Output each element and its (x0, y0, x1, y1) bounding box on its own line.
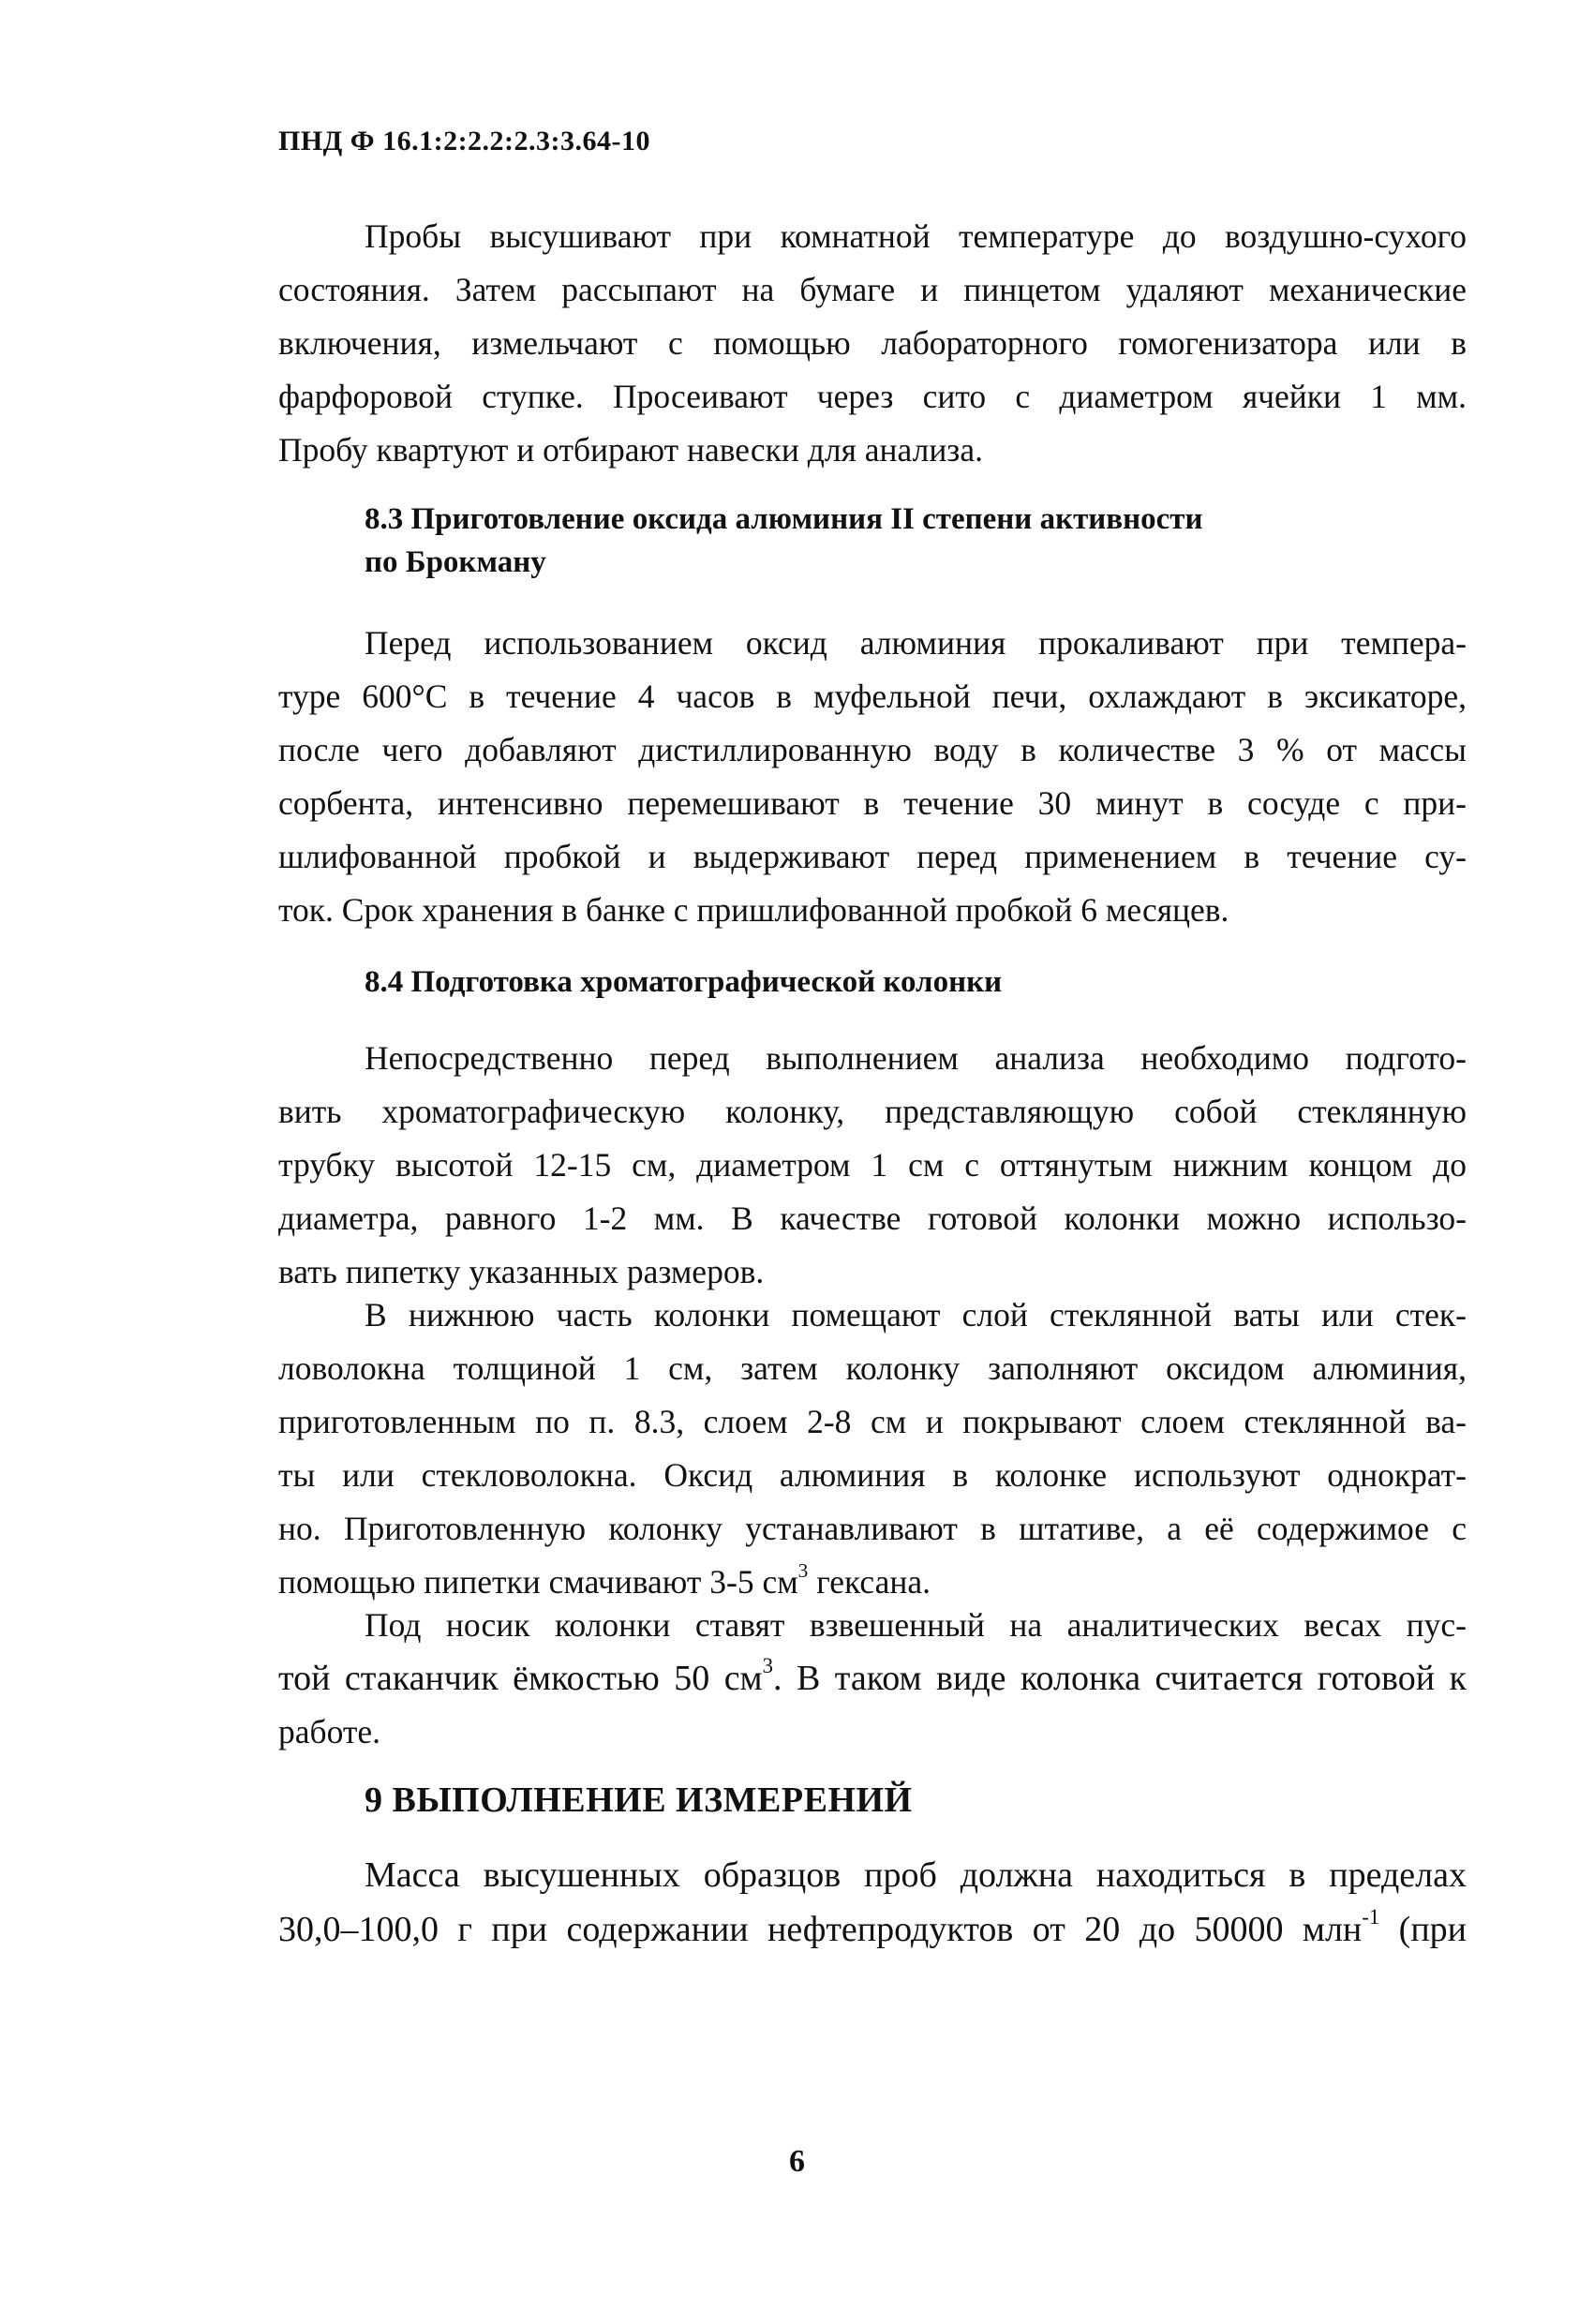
paragraph-line: ловолокна толщиной 1 см, затем колонку заполняют оксидом алюминия, (278, 1349, 1467, 1387)
section-8-4-paragraph-1 (278, 1032, 1467, 1299)
heading-line: по Брокману (365, 545, 546, 579)
paragraph-line: сорбента, интенсивно перемешивают в течение 30 минут в сосуде с при- (278, 784, 1467, 822)
paragraph-line: после чего добавляют дистиллированную воду в количестве 3 % от массы (278, 731, 1467, 768)
paragraph-line: шлифованной пробкой и выдерживают перед применением в течение су- (278, 838, 1467, 875)
superscript: 3 (797, 1558, 809, 1582)
section-8-4-paragraph-2 (278, 1289, 1467, 1609)
line-text: гексана. (808, 1563, 931, 1601)
paragraph-line: Масса высушенных образцов проб должна находиться в пределах (365, 1855, 1467, 1895)
paragraph-line: туре 600°С в течение 4 часов в муфельной печи, охлаждают в эксикаторе, (278, 678, 1467, 715)
paragraph-line: ты или стекловолокна. Оксид алюминия в колонке используют однократ- (278, 1456, 1467, 1494)
superscript: -1 (1362, 1904, 1380, 1929)
paragraph-line (278, 1902, 1467, 1957)
paragraph-line: вить хроматографическую колонку, представляющую собой стеклянную (278, 1093, 1467, 1130)
paragraph-line: фарфоровой ступке. Просеивают через сито с диаметром ячейки 1 мм. (278, 378, 1467, 415)
intro-paragraph (278, 210, 1467, 477)
paragraph-line: приготовленным по п. 8.3, слоем 2-8 см и покрывают слоем стеклянной ва- (278, 1403, 1467, 1440)
section-8-3-heading (365, 498, 1203, 584)
paragraph-line (278, 1652, 1467, 1706)
paragraph-line: Под носик колонки ставят взвешенный на аналитических весах пус- (365, 1606, 1467, 1644)
paragraph-line: Перед использованием оксид алюминия прокаливают при темпера- (365, 624, 1467, 662)
document-code-header: ПНД Ф 16.1:2:2.2:2.3:3.64-10 (278, 126, 651, 156)
paragraph-line: но. Приготовленную колонку устанавливают в штативе, а её содержимое с (278, 1510, 1467, 1547)
paragraph-line: работе. (278, 1713, 380, 1750)
paragraph-line: состояния. Затем рассыпают на бумаге и пинцетом удаляют механические (278, 271, 1467, 308)
section-8-4-heading: 8.4 Подготовка хроматографической колонки (365, 965, 1003, 999)
line-text: 30,0–100,0 г при содержании нефтепродуктов от 20 до 50000 млн (278, 1910, 1363, 1949)
paragraph-line: включения, измельчают с помощью лабораторного гомогенизатора или в (278, 324, 1467, 362)
section-8-3-paragraph (278, 617, 1467, 937)
heading-line: 8.3 Приготовление оксида алюминия II степени активности (365, 502, 1203, 536)
line-text: (при (1379, 1910, 1467, 1949)
paragraph-line: трубку высотой 12-15 см, диаметром 1 см с оттянутым нижним концом до (278, 1146, 1467, 1184)
line-text: помощью пипетки смачивают 3-5 см (278, 1563, 798, 1601)
paragraph-line: диаметра, равного 1-2 мм. В качестве готовой колонки можно использо- (278, 1199, 1467, 1237)
paragraph-line: ток. Срок хранения в банке с пришлифованной пробкой 6 месяцев. (278, 891, 1229, 929)
paragraph-line: Пробу квартуют и отбирают навески для анализа. (278, 431, 983, 469)
section-9-heading: 9 ВЫПОЛНЕНИЕ ИЗМЕРЕНИЙ (365, 1780, 913, 1820)
line-text: той стаканчик ёмкостью 50 см (278, 1659, 763, 1698)
section-8-4-paragraph-3 (278, 1599, 1467, 1759)
page-number: 6 (789, 2144, 805, 2179)
paragraph-line: вать пипетку указанных размеров. (278, 1253, 765, 1290)
paragraph-line: Пробы высушивают при комнатной температуре до воздушно-сухого (365, 217, 1467, 255)
paragraph-line: В нижнюю часть колонки помещают слой стеклянной ваты или стек- (365, 1296, 1467, 1333)
section-9-paragraph (278, 1848, 1467, 1957)
line-text: . В таком виде колонка считается готовой к (773, 1659, 1467, 1698)
superscript: 3 (762, 1653, 774, 1677)
paragraph-line: Непосредственно перед выполнением анализа необходимо подгото- (365, 1039, 1467, 1077)
